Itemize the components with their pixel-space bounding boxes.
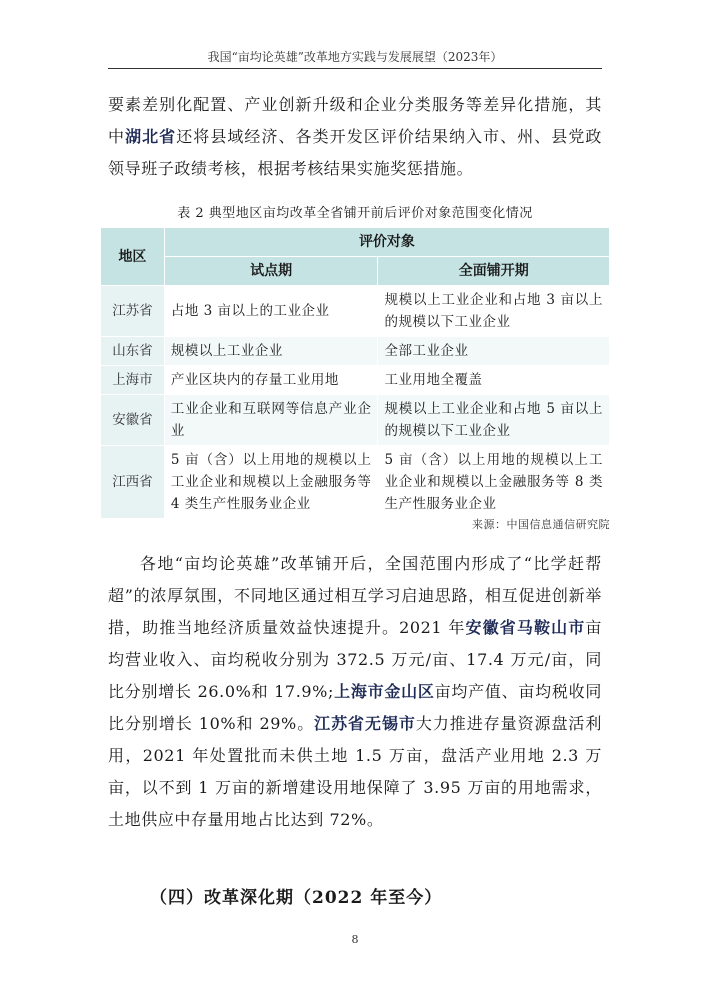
row-region: 安徽省 (101, 395, 165, 446)
row-region: 山东省 (101, 337, 165, 366)
section-heading: （四）改革深化期（2022 年至今） (150, 888, 443, 908)
table-caption: 表 2 典型地区亩均改革全省铺开前后评价对象范围变化情况 (177, 206, 533, 221)
header-pilot: 试点期 (164, 257, 378, 286)
results-paragraph (108, 548, 602, 836)
table-header-row (101, 228, 610, 257)
running-header: 我国“亩均论英雄”改革地方实践与发展展望（2023年） (207, 50, 503, 64)
row-full: 规模以上工业企业和占地 5 亩以上的规模以下工业企业 (378, 395, 610, 446)
intro-text-1: 要素差别化配置、产业创新升级和企业分类服务等差异化措施，其中 (108, 95, 602, 146)
row-full: 规模以上工业企业和占地 3 亩以上的规模以下工业企业 (378, 286, 610, 337)
header-rule (108, 68, 602, 69)
row-region: 上海市 (101, 366, 165, 395)
row-region: 江苏省 (101, 286, 165, 337)
table-row (101, 286, 610, 337)
results-text-4: 大力推进存量资源盘活利用，2021 年处置批而未供土地 1.5 万亩，盘活产业用地 2.3 万亩，以不到 1 万亩的新增建设用地保障了 3.95 万亩的用地需求，土地供应中存量用地占比达到 72%。 (108, 714, 602, 829)
table-row (101, 366, 610, 395)
header-object: 评价对象 (164, 228, 609, 257)
table-row (101, 395, 610, 446)
highlight-jinshan: 上海市金山区 (333, 682, 435, 701)
table-source: 来源：中国信息通信研究院 (472, 518, 610, 531)
header-full: 全面铺开期 (378, 257, 610, 286)
row-full: 5 亩（含）以上用地的规模以上工业企业和规模以上金融服务等 8 类生产性服务业企业 (378, 446, 610, 519)
table-subheader-row (101, 257, 610, 286)
row-pilot: 工业企业和互联网等信息产业企业 (164, 395, 378, 446)
table-row (101, 446, 610, 519)
row-full: 全部工业企业 (378, 337, 610, 366)
header-region: 地区 (101, 228, 165, 286)
highlight-wuxi: 江苏省无锡市 (314, 714, 416, 733)
highlight-maanshan: 安徽省马鞍山市 (465, 618, 586, 637)
evaluation-scope-table (100, 227, 610, 519)
row-pilot: 5 亩（含）以上用地的规模以上工业企业和规模以上金融服务等 4 类生产性服务业企业 (164, 446, 378, 519)
intro-text-2: 还将县域经济、各类开发区评价结果纳入市、州、县党政领导班子政绩考核，根据考核结果实施奖惩措施。 (108, 127, 602, 178)
page-number: 8 (351, 933, 359, 946)
highlight-hubei: 湖北省 (125, 127, 177, 146)
row-pilot: 规模以上工业企业 (164, 337, 378, 366)
table-row (101, 337, 610, 366)
intro-paragraph (108, 89, 602, 185)
row-pilot: 产业区块内的存量工业用地 (164, 366, 378, 395)
row-region: 江西省 (101, 446, 165, 519)
results-text-1: 各地“亩均论英雄”改革铺开后，全国范围内形成了“比学赶帮超”的浓厚氛围，不同地区通过相互学习启迪思路，相互促进创新举措，助推当地经济质量效益快速提升。2021 年 (108, 554, 602, 637)
row-pilot: 占地 3 亩以上的工业企业 (164, 286, 378, 337)
results-text-3: 亩均产值、亩均税收同比分别增长 10%和 29%。 (108, 682, 602, 733)
results-text-2: 亩均营业收入、亩均税收分别为 372.5 万元/亩、17.4 万元/亩，同比分别增长 26.0%和 17.9%; (108, 618, 602, 701)
row-full: 工业用地全覆盖 (378, 366, 610, 395)
